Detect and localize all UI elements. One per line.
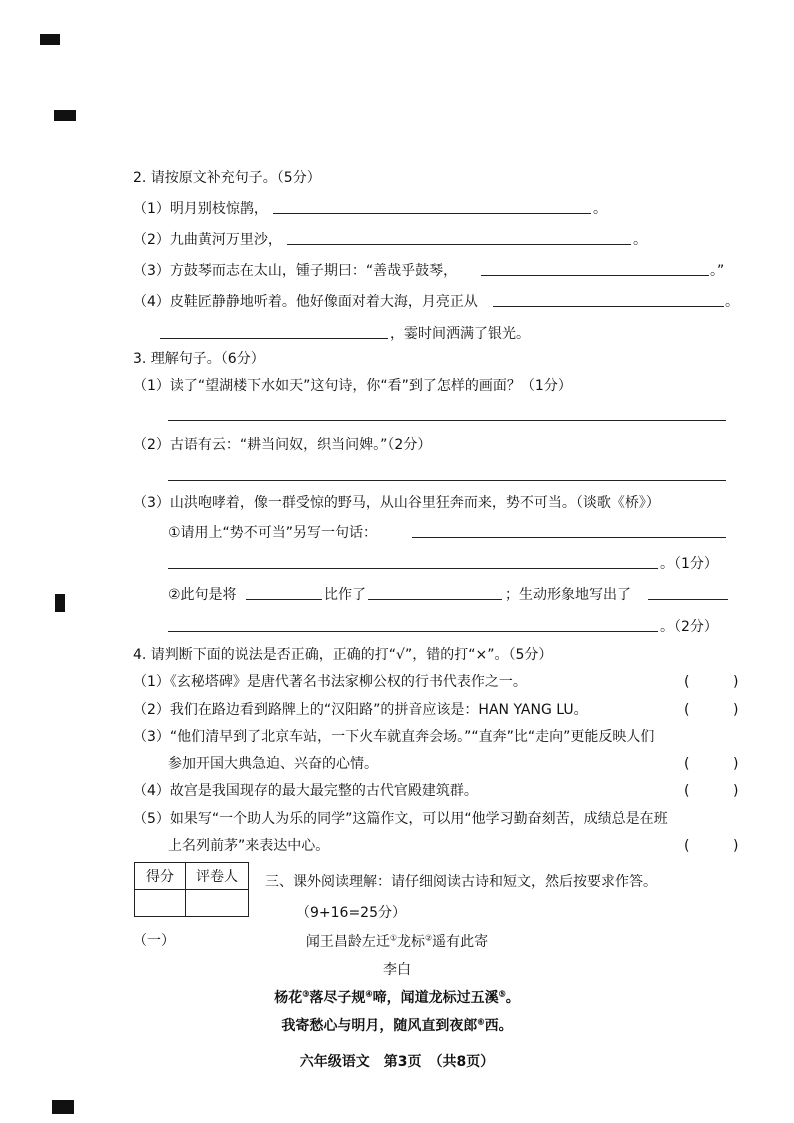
q3-sub-3a-end: 。（1分） [660,556,718,572]
q3-sub-2-answer-line[interactable] [168,480,726,481]
poem-line-1-d: 。 [505,990,520,1006]
poem-line-1 [0,988,794,1008]
q4-statement-4: （4）故宫是我国现存的最大最完整的古代官殿建筑群。 [133,783,478,799]
q3-sub-3b-blank-4[interactable] [168,631,658,632]
scan-mark-left-1 [54,110,76,121]
reading1-label: （一） [133,933,175,949]
poem-title [0,932,794,952]
poem-line-1-a: 杨花 [274,990,303,1006]
q3-sub-3b-blank-1[interactable] [246,599,322,600]
q4-answer-1-close[interactable]: ) [733,674,739,690]
section3-title: 三、课外阅读理解：请仔细阅读古诗和短文，然后按要求作答。 [265,874,657,890]
q4-statement-3a: （3）“他们清早到了北京车站，一下火车就直奔会场。”“直奔”比“走向”更能反映人们 [133,729,655,745]
q2-item-4-end: 。 [725,294,739,310]
q3-sub-3a: ①请用上“势不可当”另写一句话： [168,525,378,541]
q4-answer-4-close[interactable]: ) [733,783,739,799]
grader-header: 评卷人 [186,863,249,890]
q4-answer-1-open[interactable]: ( [684,674,690,690]
q3-sub-3a-blank-2[interactable] [168,568,658,569]
score-header: 得分 [135,863,186,890]
q3-sub-3b-part3: ；生动形象地写出了 [505,587,631,603]
footnote-5: ⑤ [498,988,506,999]
q2-item-1-end: 。 [593,201,607,217]
footnote-1: ① [389,933,397,943]
poem-title-a: 闻王昌龄左迁 [305,934,390,950]
score-cell[interactable] [135,890,186,917]
q2-item-2-label: （2）九曲黄河万里沙， [133,232,282,248]
q3-title: 3. 理解句子。（6分） [133,351,265,367]
q2-item-4-label: （4）皮鞋匠静静地听着。他好像面对着大海，月亮正从 [133,294,478,310]
poem-line-1-c: 啼，闻道龙标过五溪 [372,990,499,1006]
section3-points: （9+16=25分） [296,905,406,921]
q4-statement-5b: 上名列前茅”来表达中心。 [168,838,330,854]
scan-mark-bottom [52,1100,74,1114]
q2-title: 2. 请按原文补充句子。（5分） [133,170,321,186]
q4-answer-3-open[interactable]: ( [684,756,690,772]
q3-sub-3b-end: 。（2分） [660,619,718,635]
q4-answer-2-close[interactable]: ) [733,702,739,718]
q4-answer-2-open[interactable]: ( [684,702,690,718]
q3-sub-3b-blank-3[interactable] [648,599,728,600]
q2-item-2-blank[interactable] [287,244,631,245]
footnote-6: ⑥ [477,1016,485,1027]
q2-item-2-end: 。 [633,232,647,248]
q3-sub-3b-part2: 比作了 [324,587,366,603]
q4-statement-2: （2）我们在路边看到路牌上的“汉阳路”的拼音应该是：HAN YANG LU。 [133,702,588,718]
footnote-2: ② [425,933,433,943]
q3-sub-1: （1）读了“望湖楼下水如天”这句诗，你“看”到了怎样的画面？（1分） [133,378,572,394]
q4-statement-5a: （5）如果写“一个助人为乐的同学”这篇作文，可以用“他学习勤奋刻苦，成绩总是在班 [133,811,668,827]
q4-answer-5-open[interactable]: ( [684,838,690,854]
q2-item-1-label: （1）明月别枝惊鹊， [133,201,268,217]
poem-line-2-a: 我寄愁心与明月，随风直到夜郎 [281,1018,478,1034]
poem-line-2-b: 西。 [484,1018,513,1034]
page-footer: 六年级语文 第3页 （共8页） [299,1054,495,1070]
poem-title-b: 龙标 [397,934,425,950]
q2-item-1-blank[interactable] [273,213,591,214]
q4-title: 4. 请判断下面的说法是否正确，正确的打“√”，错的打“×”。（5分） [133,647,553,663]
q2-item-4-blank[interactable] [493,306,724,307]
q3-sub-1-answer-line[interactable] [168,420,726,421]
poem-author: 李白 [383,962,411,978]
q2-item-4-blank-2[interactable] [160,338,388,339]
q2-item-3-end: 。” [710,263,725,279]
q3-sub-2: （2）古语有云：“耕当问奴，织当问婢。”（2分） [133,437,432,453]
poem-title-c: 遥有此寄 [432,934,489,950]
q2-item-3-label: （3）方鼓琴而志在太山，锺子期曰：“善哉乎鼓琴， [133,263,458,279]
poem-line-1-b: 落尽子规 [309,990,366,1006]
scan-mark-top [40,34,60,45]
q4-statement-3b: 参加开国大典急迫、兴奋的心情。 [168,756,378,772]
q3-sub-3a-blank-1[interactable] [412,537,726,538]
q4-answer-4-open[interactable]: ( [684,783,690,799]
scan-mark-left-2 [55,594,65,612]
q3-sub-3b-part1: ②此句是将 [168,587,237,603]
poem-line-2 [0,1016,794,1036]
q4-answer-3-close[interactable]: ) [733,756,739,772]
q2-item-3-blank[interactable] [481,275,709,276]
footnote-3: ③ [302,988,310,999]
q3-sub-3b-blank-2[interactable] [368,599,502,600]
score-table [134,862,249,917]
q4-statement-1: （1）《玄秘塔碑》是唐代著名书法家柳公权的行书代表作之一。 [133,674,527,690]
q3-sub-3: （3）山洪咆哮着，像一群受惊的野马，从山谷里狂奔而来，势不可当。（谈歌《桥》） [133,495,660,511]
footnote-4: ④ [365,988,373,999]
q2-item-4-cont: ，霎时间洒满了银光。 [390,326,530,342]
grader-cell[interactable] [186,890,249,917]
q4-answer-5-close[interactable]: ) [733,838,739,854]
